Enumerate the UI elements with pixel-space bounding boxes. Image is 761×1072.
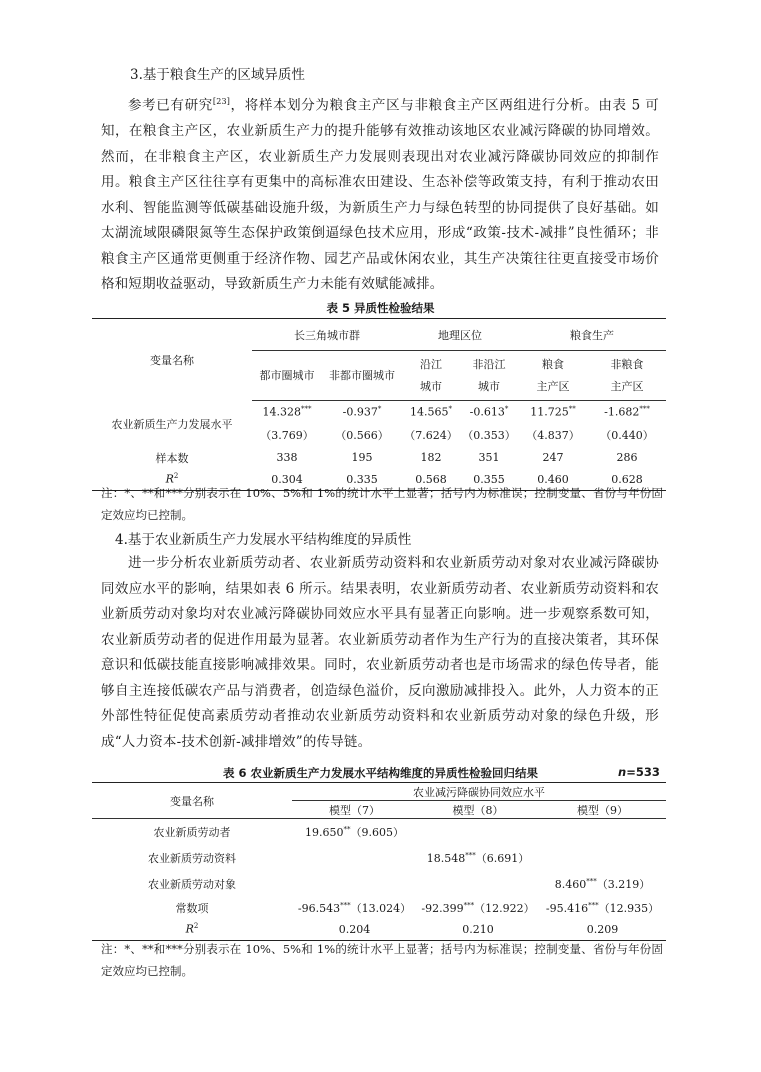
table-5-r2-label: $R^2$ — [165, 472, 179, 487]
table-6-const-label: 常数项 — [175, 901, 209, 915]
table-6-r2: 0.209 — [586, 922, 619, 936]
table-5-subheader: 非沿江 城市 — [460, 351, 518, 401]
table-5-group-header: 粮食生产 — [518, 319, 666, 351]
table-5-r2: 0.628 — [611, 472, 643, 486]
table-5-subheader: 都市圈城市 — [252, 351, 322, 401]
table-5-row-label: 农业新质生产力发展水平 — [111, 417, 233, 431]
table-5-se: （3.769） — [260, 429, 314, 442]
table-5-coef: -0.613* — [469, 405, 509, 420]
table-5-se: （0.353） — [462, 429, 516, 442]
table-5-coef: 14.565* — [410, 405, 452, 420]
table-6-sample-size: n=533 — [618, 765, 660, 779]
table-5-r2: 0.568 — [415, 472, 447, 486]
table-5-r2: 0.355 — [473, 472, 505, 486]
table-5-caption: 表 5 异质性检验结果 — [326, 301, 435, 315]
table-6-row-label: 农业新质劳动对象 — [148, 877, 236, 891]
section-3-paragraph: 参考已有研究[23]，将样本划分为粮食主产区与非粮食主产区两组进行分析。由表 5 可知，在粮食主产区，农业新质生产力的提升能够有效推动该地区农业减污降碳的协同增效。然而，在非粮食主产区，农业新质生产力发展则表现出对农业减污降碳协同效应的抑制作用。粮食主产区往往享有更集中的高标准农田建设、生态补偿等政策支持，有利于推动农田水利、智能监测等低碳基础设施升级，为新质生产力与绿色转型的协同提供了良好基础。如太湖流域限磷限氮等生态保护政策倒逼绿色技术应用，形成“政策-技术-减排”良性循环；非粮食主产区通常更侧重于经济作物、园艺产品或休闲农业，其生产决策往往更直接受市场价格和短期收益驱动，导致新质生产力未能有效赋能减排。 — [101, 97, 659, 292]
table-6-coef: 8.460***（3.219） — [554, 876, 651, 891]
section-4-heading: 4.基于农业新质生产力发展水平结构维度的异质性 — [115, 532, 412, 548]
table-5-n: 286 — [616, 451, 638, 464]
table-5-note: 注：*、**和***分别表示在 10%、5%和 1%的统计水平上显著；括号内为标准误；控制变量、省份与年份固定效应均已控制。 — [101, 486, 663, 522]
table-6-caption: 表 6 农业新质生产力发展水平结构维度的异质性检验回归结果 — [222, 766, 538, 780]
table-6-var-header: 变量名称 — [92, 783, 292, 819]
table-6-r2: 0.204 — [338, 922, 371, 936]
table-6-const: -95.416***（12.935） — [545, 900, 660, 915]
table-5-coef: -0.937* — [342, 405, 382, 420]
table-6 — [92, 782, 666, 941]
table-6-const: -96.543***（13.024） — [297, 900, 412, 915]
table-5-se: （0.440） — [600, 429, 654, 442]
table-6-row-label: 农业新质劳动者 — [153, 825, 231, 839]
table-5-se: （0.566） — [335, 429, 389, 442]
table-5-n: 338 — [276, 451, 298, 464]
table-6-note: 注：*、**和***分别表示在 10%、5%和 1%的统计水平上显著；括号内为标准误；控制变量、省份与年份固定效应均已控制。 — [101, 942, 663, 978]
table-5-se: （4.837） — [526, 429, 580, 442]
table-6-model-header: 模型（8） — [417, 801, 539, 819]
table-5-coef: 14.328*** — [262, 405, 312, 420]
table-5-n: 182 — [420, 451, 442, 464]
table-5-subheader: 非粮食 主产区 — [588, 351, 666, 401]
section-3-heading: 3.基于粮食生产的区域异质性 — [130, 67, 305, 83]
table-5 — [92, 318, 666, 491]
table-6-model-header: 模型（7） — [292, 801, 417, 819]
section-4-paragraph: 进一步分析农业新质劳动者、农业新质劳动资料和农业新质劳动对象对农业减污降碳协同效应水平的影响，结果如表 6 所示。结果表明，农业新质劳动者、农业新质劳动资料和农业新质劳动对象均对农业减污降碳协同效应水平具有显著正向影响。进一步观察系数可知，农业新质劳动者的促进作用最为显著。农业新质劳动者作为生产行为的直接决策者，其环保意识和低碳技能直接影响减排效果。同时，农业新质劳动者也是市场需求的绿色传导者，能够自主连接低碳农产品与消费者，创造绿色溢价，反向激励减排投入。此外，人力资本的正外部性特征促使高素质劳动者推动农业新质劳动资料和农业新质劳动对象的绿色升级，形成“人力资本-技术创新-减排增效”的传导链。 — [101, 555, 659, 750]
table-5-r2: 0.460 — [537, 472, 569, 486]
table-5-r2: 0.304 — [271, 472, 303, 486]
table-6-const: -92.399***（12.922） — [421, 900, 535, 915]
table-6-dep-header: 农业减污降碳协同效应水平 — [292, 783, 666, 801]
table-5-r2: 0.335 — [346, 472, 378, 486]
table-5-group-header: 长三角城市群 — [252, 319, 402, 351]
table-5-n: 247 — [542, 451, 564, 464]
table-5-n: 195 — [351, 451, 373, 464]
table-5-var-header: 变量名称 — [150, 353, 194, 367]
citation[interactable]: [23] — [212, 97, 231, 106]
table-6-coef: 19.650**（9.605） — [305, 825, 404, 839]
table-5-subheader: 粮食 主产区 — [518, 351, 588, 401]
table-5-coef: 11.725** — [530, 405, 576, 420]
table-6-coef: 18.548***（6.691） — [426, 850, 530, 865]
table-5-subheader: 非都市圈城市 — [322, 351, 402, 401]
table-6-r2-label: $R^2$ — [185, 922, 199, 937]
table-6-r2: 0.210 — [462, 922, 494, 936]
table-5-coef: -1.682*** — [604, 405, 650, 420]
table-5-n-label: 样本数 — [155, 451, 189, 465]
table-5-group-header: 地理区位 — [402, 319, 518, 351]
table-6-row-label: 农业新质劳动资料 — [148, 851, 236, 865]
table-5-subheader: 沿江 城市 — [402, 351, 460, 401]
table-5-n: 351 — [478, 451, 500, 464]
table-5-se: （7.624） — [404, 429, 458, 442]
table-6-model-header: 模型（9） — [539, 801, 666, 819]
